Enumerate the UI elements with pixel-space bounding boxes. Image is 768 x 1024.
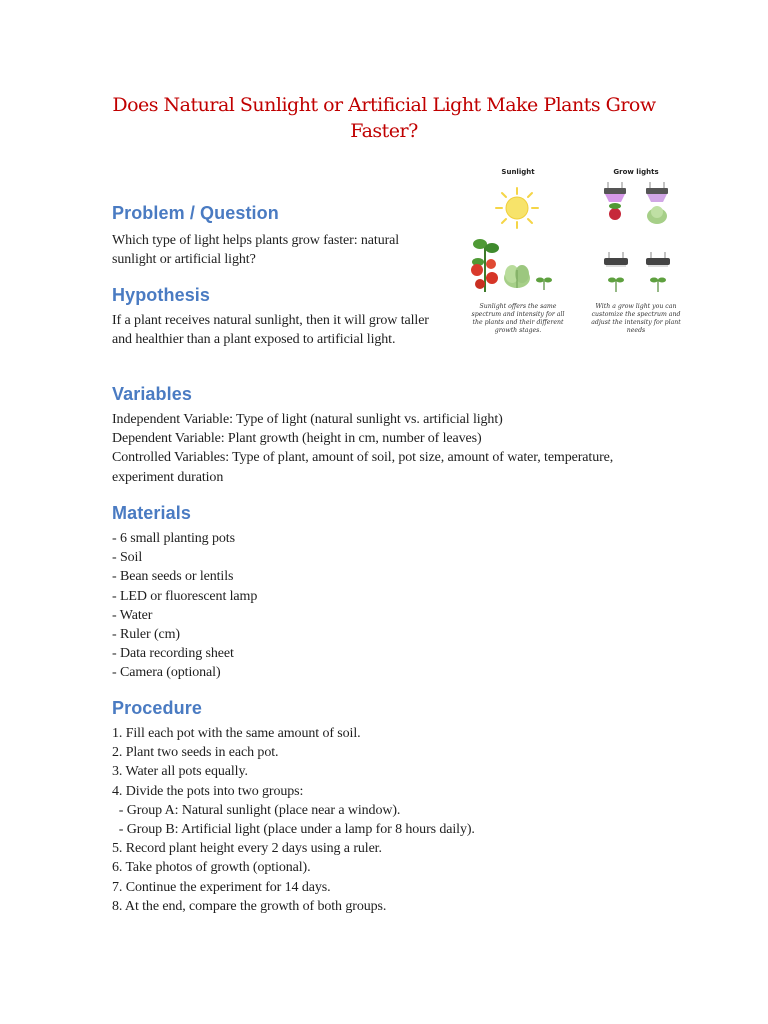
white-grow-light-icon bbox=[602, 252, 630, 292]
material-item: - LED or fluorescent lamp bbox=[112, 588, 258, 604]
procedure-substep: - Group B: Artificial light (place under a lamp for 8 hours daily). bbox=[112, 822, 475, 838]
sunlight-caption: Sunlight offers the same spectrum and intensity for all the plants and their different growth stages. bbox=[471, 303, 565, 334]
materials-heading: Materials bbox=[112, 503, 191, 523]
seedling-icon bbox=[534, 274, 554, 290]
variables-list bbox=[112, 410, 613, 487]
procedure-step: 6. Take photos of growth (optional). bbox=[112, 860, 311, 876]
material-item: - Bean seeds or lentils bbox=[112, 569, 234, 585]
material-item: - Ruler (cm) bbox=[112, 627, 180, 643]
variable-line: experiment duration bbox=[112, 469, 224, 485]
problem-heading: Problem / Question bbox=[112, 203, 279, 223]
sunlight-panel bbox=[462, 158, 574, 350]
procedure-heading: Procedure bbox=[112, 698, 202, 718]
tomato-plant-icon bbox=[468, 236, 502, 294]
material-item: - Soil bbox=[112, 550, 143, 566]
light-comparison-figure bbox=[462, 158, 692, 350]
procedure-list bbox=[112, 724, 475, 916]
purple-grow-light-icon bbox=[644, 182, 670, 228]
material-item: - Water bbox=[112, 607, 153, 623]
procedure-step: 7. Continue the experiment for 14 days. bbox=[112, 879, 331, 895]
hypothesis-heading: Hypothesis bbox=[112, 285, 211, 305]
materials-list bbox=[112, 529, 257, 683]
material-item: - 6 small planting pots bbox=[112, 531, 235, 546]
procedure-step: 5. Record plant height every 2 days using a ruler. bbox=[112, 841, 382, 857]
procedure-step: 4. Divide the pots into two groups: bbox=[112, 783, 304, 799]
variable-line: Controlled Variables: Type of plant, amount of soil, pot size, amount of water, temperature, bbox=[112, 450, 614, 466]
material-item: - Camera (optional) bbox=[112, 665, 221, 681]
variable-line: Dependent Variable: Plant growth (height in cm, number of leaves) bbox=[112, 431, 482, 447]
grow-lights-panel bbox=[580, 158, 692, 350]
procedure-step: 1. Fill each pot with the same amount of soil. bbox=[112, 726, 361, 741]
lettuce-icon bbox=[502, 260, 532, 290]
grow-lights-caption: With a grow light you can customize the spectrum and adjust the intensity for plant needs bbox=[591, 303, 681, 334]
purple-grow-light-icon bbox=[602, 182, 628, 228]
material-item: - Data recording sheet bbox=[112, 646, 234, 662]
sunlight-label: Sunlight bbox=[501, 168, 535, 176]
problem-text: Which type of light helps plants grow faster: natural sunlight or artificial light? bbox=[112, 233, 400, 268]
variable-line: Independent Variable: Type of light (natural sunlight vs. artificial light) bbox=[112, 412, 503, 427]
procedure-step: 3. Water all pots equally. bbox=[112, 764, 248, 780]
hypothesis-text: If a plant receives natural sunlight, then it will grow taller and healthier than a plant exposed to artificial light. bbox=[112, 313, 429, 348]
variables-heading: Variables bbox=[112, 384, 192, 404]
procedure-substep: - Group A: Natural sunlight (place near a window). bbox=[112, 802, 401, 818]
procedure-step: 2. Plant two seeds in each pot. bbox=[112, 745, 279, 761]
document-title: Does Natural Sunlight or Artificial Light Make Plants Grow Faster? bbox=[112, 94, 656, 142]
procedure-step: 8. At the end, compare the growth of both groups. bbox=[112, 898, 387, 914]
white-grow-light-icon bbox=[644, 252, 672, 292]
sun-icon bbox=[494, 186, 540, 230]
grow-lights-label: Grow lights bbox=[613, 168, 659, 176]
